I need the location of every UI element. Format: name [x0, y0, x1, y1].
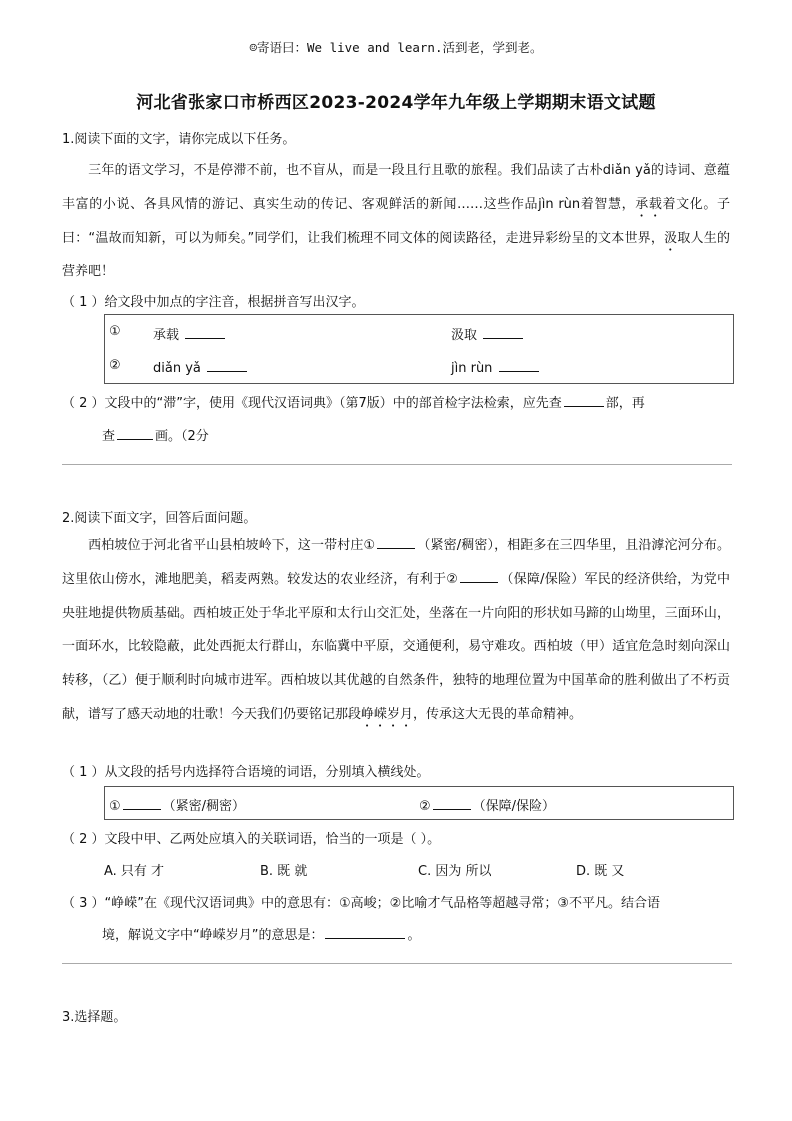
q1-blank-ji[interactable]: [483, 325, 523, 339]
q3-stem: 3.选择题。: [62, 1010, 127, 1025]
divider: [62, 963, 732, 964]
motto: ☺寄语曰：We live and learn.活到老，学到老。: [249, 40, 543, 55]
q1-sub2-text-d: 画。（2分: [155, 429, 209, 444]
q2-blank-2[interactable]: [460, 569, 498, 583]
q1-blank-jinrun[interactable]: [499, 358, 539, 372]
q1-blank-dianya[interactable]: [207, 358, 247, 372]
q1-row2-left: diǎn yǎ: [153, 361, 201, 376]
q1-sub2-text-c: 查: [102, 429, 116, 444]
q1-passage: [62, 154, 730, 289]
q2-blank-1[interactable]: [377, 535, 415, 549]
q2-sub2-label: （ 2 ）文段中甲、乙两处应填入的关联词语，恰当的一项是（ ）。: [62, 832, 441, 847]
q1-passage-a: 三年的语文学习，不是停滞不前，也不盲从，而是一段且行且歌的旅程。我们品读了古朴diǎn yǎ的诗词、意蕴丰富的小说、各具风情的游记、真实生动的传记、客观鲜活的新闻……这些作品jìn rùn着智慧，: [62, 163, 730, 212]
q1-row2-num: ②: [109, 358, 121, 373]
q2-option-c[interactable]: C. 因为 所以: [418, 864, 492, 879]
q2-right-text: （保障/保险）: [472, 799, 556, 814]
q1-blank-strokes[interactable]: [117, 426, 153, 440]
q1-dotted-ji: 汲: [664, 230, 678, 246]
q1-sub1-label: （ 1 ）给文段中加点的字注音，根据拼音写出汉字。: [62, 295, 365, 310]
divider: [62, 464, 732, 465]
q2-sub3-text-a: 境，解说文字中“峥嵘岁月”的意思是：: [102, 928, 324, 943]
q1-passage-b: 着文化。子曰：“温故而知新，可以为师矣。”同学们，让我们梳理不同文体的阅读路径，走进异彩纷呈的文本世界，: [62, 196, 730, 246]
q2-blank-meaning[interactable]: [325, 925, 405, 939]
q2-stem: 2.阅读下面文字，回答后面问题。: [62, 511, 257, 526]
q1-row1-left: 承载: [153, 328, 180, 343]
q2-passage: [62, 529, 730, 732]
q2-box-blank-2[interactable]: [433, 796, 471, 810]
page-title: 河北省张家口市桥西区2023-2024学年九年级上学期期末语文试题: [136, 93, 656, 113]
q1-row1-num: ①: [109, 324, 121, 339]
q2-option-d[interactable]: D. 既 又: [576, 864, 625, 879]
q1-blank-radical[interactable]: [564, 393, 604, 407]
q2-left-text: （紧密/稠密）: [162, 799, 246, 814]
q2-sub1-label: （ 1 ）从文段的括号内选择符合语境的词语，分别填入横线处。: [62, 765, 430, 780]
q2-option-b[interactable]: B. 既 就: [260, 864, 308, 879]
q2-passage-a: 西柏坡位于河北省平山县柏坡岭下，这一带村庄①: [88, 538, 376, 553]
q2-passage-b: （紧密/稠密），相距多在三四华里，且沿滹沱河分布。这里依山傍水，滩地肥美，稻麦两熟。较发达的农业经济，有利于②: [62, 538, 731, 587]
q1-stem: 1.阅读下面的文字，请你完成以下任务。: [62, 132, 296, 147]
q1-dotted-chengzai: 承载: [635, 196, 663, 212]
q1-sub2-text-a: （ 2 ）文段中的“滞”字，使用《现代汉语词典》（第7版）中的部首检字法检索，应先查: [62, 396, 562, 411]
q2-dotted-zhengrong: 峥嵘岁月: [361, 706, 414, 722]
q2-box-blank-1[interactable]: [123, 796, 161, 810]
q2-passage-c: （保障/保险）军民的经济供给，为党中央驻地提供物质基础。西柏坡正处于华北平原和太行山交汇处，坐落在一片向阳的形状如马蹄的山坳里，三面环山，一面环水，比较隐蔽，此处西扼太行群山，东临冀中平原，交通便利，易守难攻。西柏坡（甲）适宜危急时刻向深山转移，（乙）便于顺利时向城市进军。西柏坡以其优越的自然条件，独特的地理位置为中国革命的胜利做出了不朽贡献，谱写了感天动地的壮歌！今天我们仍要铭记那段: [62, 571, 731, 722]
q2-answer-box: [104, 786, 734, 820]
q2-option-a[interactable]: A. 只有 才: [104, 864, 165, 879]
q2-right-num: ②: [419, 799, 431, 814]
q2-passage-d: ，传承这大无畏的革命精神。: [413, 706, 583, 722]
q2-sub3-text-b: 。: [407, 928, 421, 943]
q1-answer-box: [104, 314, 734, 384]
q2-left-num: ①: [109, 799, 121, 814]
q2-sub3-line1: （ 3 ）“峥嵘”在《现代汉语词典》中的意思有：①高峻；②比喻才气品格等超越寻常；③不平凡。结合语: [62, 896, 660, 911]
q1-row2-right: jìn rùn: [451, 361, 493, 376]
q1-sub2-text-b: 部，再: [605, 396, 645, 411]
q1-row1-right: 汲取: [451, 328, 478, 343]
q1-blank-chengzai[interactable]: [185, 325, 225, 339]
q1-passage-c: 取人生的营养吧！: [62, 230, 730, 280]
